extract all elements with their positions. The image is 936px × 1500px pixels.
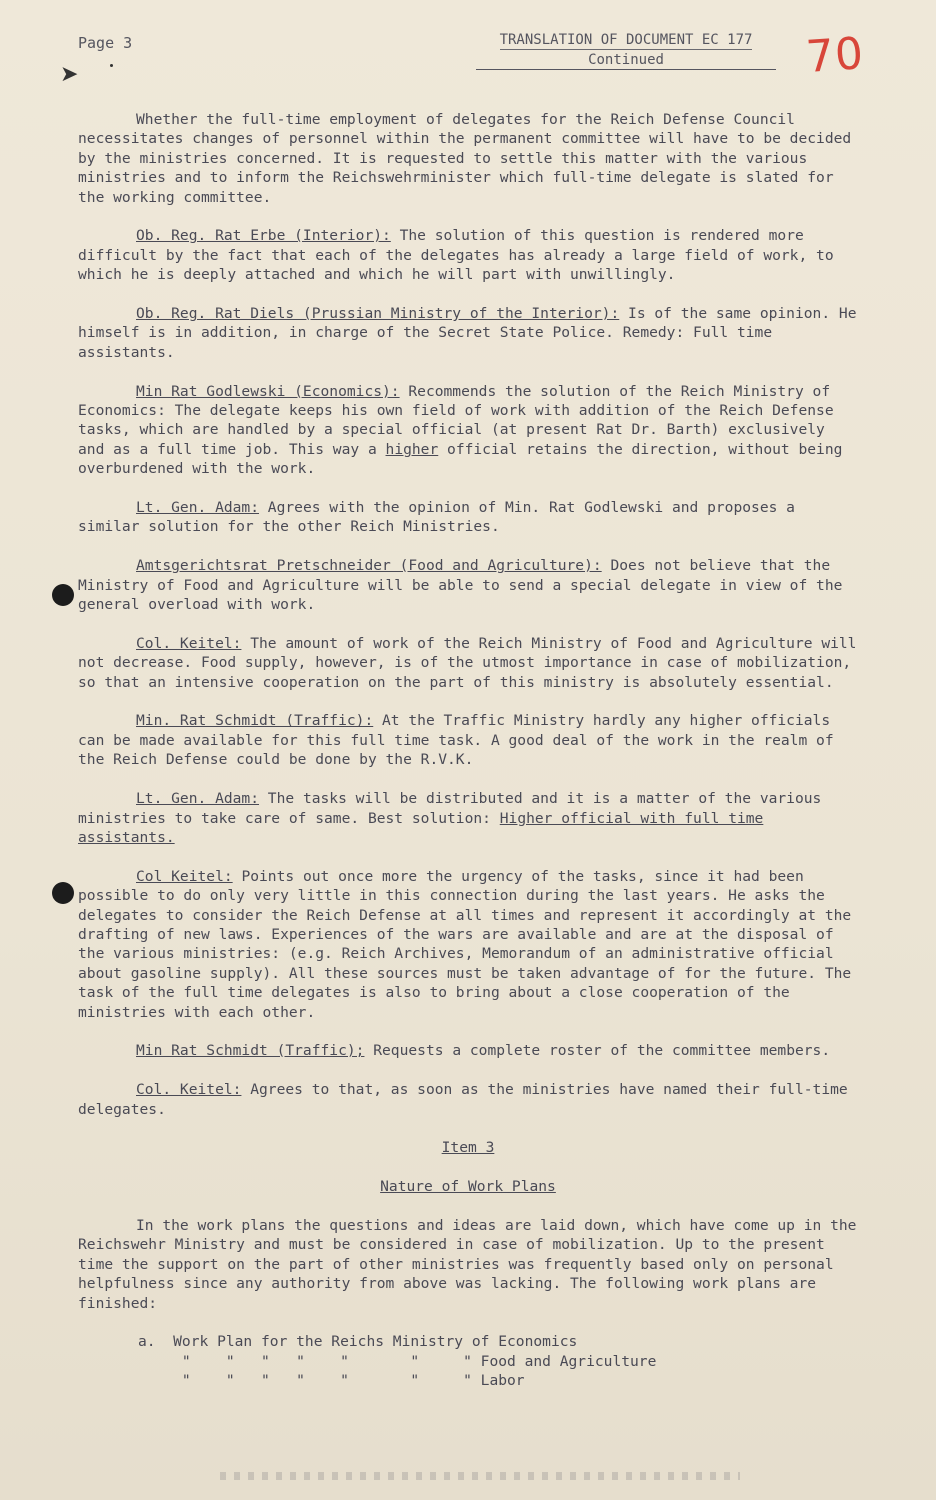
speaker-name: Min. Rat Schmidt (Traffic): <box>136 712 374 730</box>
list-item: a. Work Plan for the Reichs Ministry of Economics <box>138 1333 578 1351</box>
speaker-name: Col Keitel: <box>136 867 233 885</box>
punch-hole-bottom <box>52 882 74 904</box>
paragraph-12 <box>78 1080 858 1119</box>
speaker-name: Ob. Reg. Rat Diels (Prussian Ministry of the Interior): <box>136 305 620 323</box>
handwritten-page-number: 70 <box>804 28 866 83</box>
paragraph-5 <box>78 498 858 537</box>
ink-mark-icon: ➤ <box>60 62 79 87</box>
list-item: " " " " " " " Food and Agriculture <box>138 1352 657 1370</box>
ink-dot <box>110 64 113 67</box>
speaker-statement: Points out once more the urgency of the tasks, since it had been possible to do only very little in this connection during the last years. He asks the delegates to consider the Reich Defense at all times and represent it accordingly at the drafting of new laws. Experiences of the wars are available and are at the disposal of the various ministries: (e.g. Reich Archives, Memorandum of an administrative official about gasoline supply). All these sources must be taken advantage of for the future. The task of the full time delegates is also to bring about a close cooperation of the ministries with each other. <box>78 867 852 1021</box>
emphasis: higher <box>385 440 439 458</box>
item-heading-text: Item 3 <box>441 1139 495 1157</box>
paragraph-6 <box>78 556 858 614</box>
speaker-statement: Does not believe that the Ministry of Food and Agriculture will be able to send a special delegate in view of the general overload with work. <box>78 557 843 614</box>
paragraph-4 <box>78 382 858 479</box>
paragraph-10 <box>78 867 858 1022</box>
speaker-statement: Requests a complete roster of the committee members. <box>364 1042 831 1060</box>
paragraph-1: Whether the full-time employment of delegates for the Reich Defense Council necessitates changes of personnel within the permanent committee will have to be decided by the ministries concerned. It is requested to settle this matter with the various ministries and to inform the Reichswehrminister which full-time delegate is slated for the working committee. <box>78 111 852 206</box>
item-subheading-text: Nature of Work Plans <box>380 1178 556 1196</box>
speaker-statement: The tasks will be distributed and it is a matter of the various ministries to take care of same. Best solution: <box>78 790 822 827</box>
speaker-statement: Is of the same opinion. He himself is in addition, in charge of the Secret State Police. Remedy: Full time assistants. <box>78 305 857 361</box>
item-subheading <box>78 1177 858 1196</box>
document-body <box>78 110 858 1391</box>
speaker-statement: At the Traffic Ministry hardly any higher officials can be made available for this full time task. A good deal of the work in the realm of the Reich Defense could be done by the R.V.K. <box>78 712 834 769</box>
emphasis: Higher official with full time assistants. <box>78 809 764 846</box>
speaker-statement: Agrees with the opinion of Min. Rat Godlewski and proposes a similar solution for the other Reich Ministries. <box>78 499 795 536</box>
document-title <box>476 32 776 70</box>
speaker-name: Min Rat Godlewski (Economics): <box>136 382 400 400</box>
speaker-statement: Agrees to that, as soon as the ministries have named their full-time delegates. <box>78 1081 848 1118</box>
paragraph-2 <box>78 226 858 284</box>
paragraph-3 <box>78 304 858 362</box>
speaker-name: Col. Keitel: <box>136 1081 242 1099</box>
speaker-name: Col. Keitel: <box>136 634 242 652</box>
punch-hole-top <box>52 584 74 606</box>
speaker-name: Lt. Gen. Adam: <box>136 790 260 808</box>
title-line-2: Continued <box>476 52 776 70</box>
paragraph-13: In the work plans the questions and ideas are laid down, which have come up in the Reichswehr Ministry and must be considered in case of mobilization. Up to the present time the support on the part of other ministries was frequently based only on personal helpfulness since any authority from above was lacking. The following work plans are finished: <box>78 1216 857 1312</box>
item-heading <box>78 1138 858 1157</box>
page-bottom-smudge <box>220 1472 740 1480</box>
speaker-name: Lt. Gen. Adam: <box>136 499 260 517</box>
speaker-name: Ob. Reg. Rat Erbe (Interior): <box>136 227 391 245</box>
speaker-statement-end: official retains the direction, without being overburdened with the work. <box>78 440 843 478</box>
paragraph-8 <box>78 711 858 769</box>
title-line-1: TRANSLATION OF DOCUMENT EC 177 <box>499 32 753 48</box>
speaker-name: Min Rat Schmidt (Traffic); <box>136 1042 365 1060</box>
list-item: " " " " " " " Labor <box>138 1372 525 1390</box>
paragraph-9 <box>78 789 858 847</box>
speaker-statement: The solution of this question is rendered more difficult by the fact that each of the delegates has already a large field of work, to which he is deeply attached and which he will part with unwillingly. <box>78 227 834 284</box>
paragraph-7 <box>78 634 858 692</box>
work-plan-list <box>138 1332 858 1390</box>
page-number: Page 3 <box>78 34 133 52</box>
speaker-name: Amtsgerichtsrat Pretschneider (Food and Agriculture): <box>136 557 602 575</box>
paragraph-11 <box>78 1041 858 1060</box>
speaker-statement: The amount of work of the Reich Ministry of Food and Agriculture will not decrease. Food supply, however, is of the utmost importance in case of mobilization, so that an intensive cooperation on the part of this ministry is absolutely essential. <box>78 634 857 691</box>
speaker-statement: Recommends the solution of the Reich Ministry of Economics: The delegate keeps his own field of work with addition of the Reich Defense tasks, which are handled by a special official (at present Rat Dr. Barth) exclusively and as a full time job. This way a <box>78 382 834 458</box>
